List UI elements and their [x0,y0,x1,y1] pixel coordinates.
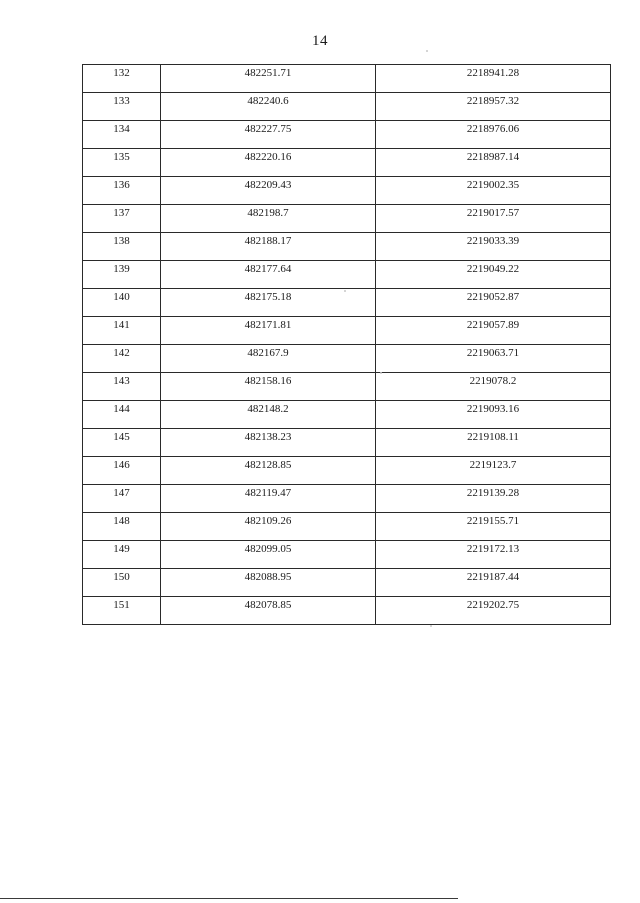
x-coordinate-cell: 482148.2 [161,401,376,429]
y-coordinate-cell: 2219078.2 [376,373,611,401]
point-number-cell: 142 [83,345,161,373]
table-row [83,233,611,261]
table-row [83,121,611,149]
y-coordinate-cell: 2219017.57 [376,205,611,233]
scan-speck [344,290,346,292]
point-number-cell: 143 [83,373,161,401]
point-number-cell: 147 [83,485,161,513]
table-row [83,597,611,625]
page-bottom-rule [0,898,458,899]
y-coordinate-cell: 2218941.28 [376,65,611,93]
table-row [83,429,611,457]
table-row [83,205,611,233]
scan-speck [430,625,432,627]
table-row [83,457,611,485]
x-coordinate-cell: 482128.85 [161,457,376,485]
y-coordinate-cell: 2219057.89 [376,317,611,345]
table-row [83,317,611,345]
x-coordinate-cell: 482158.16 [161,373,376,401]
point-number-cell: 151 [83,597,161,625]
table-row [83,65,611,93]
x-coordinate-cell: 482198.7 [161,205,376,233]
x-coordinate-cell: 482167.9 [161,345,376,373]
table-row [83,541,611,569]
x-coordinate-cell: 482188.17 [161,233,376,261]
y-coordinate-cell: 2219108.11 [376,429,611,457]
y-coordinate-cell: 2219049.22 [376,261,611,289]
point-number-cell: 132 [83,65,161,93]
y-coordinate-cell: 2219033.39 [376,233,611,261]
x-coordinate-cell: 482078.85 [161,597,376,625]
x-coordinate-cell: 482119.47 [161,485,376,513]
table-row [83,513,611,541]
table-row [83,261,611,289]
table-row [83,373,611,401]
point-number-cell: 135 [83,149,161,177]
y-coordinate-cell: 2219063.71 [376,345,611,373]
x-coordinate-cell: 482227.75 [161,121,376,149]
y-coordinate-cell: 2219002.35 [376,177,611,205]
scan-speck [426,50,428,52]
x-coordinate-cell: 482177.64 [161,261,376,289]
point-number-cell: 141 [83,317,161,345]
x-coordinate-cell: 482088.95 [161,569,376,597]
y-coordinate-cell: 2219052.87 [376,289,611,317]
table-row [83,289,611,317]
point-number-cell: 148 [83,513,161,541]
point-number-cell: 139 [83,261,161,289]
table-row [83,93,611,121]
x-coordinate-cell: 482099.05 [161,541,376,569]
coordinates-table-body [83,65,611,625]
point-number-cell: 144 [83,401,161,429]
x-coordinate-cell: 482175.18 [161,289,376,317]
coordinates-table [82,64,611,625]
y-coordinate-cell: 2218976.06 [376,121,611,149]
y-coordinate-cell: 2219155.71 [376,513,611,541]
y-coordinate-cell: 2219172.13 [376,541,611,569]
table-row [83,149,611,177]
x-coordinate-cell: 482138.23 [161,429,376,457]
point-number-cell: 145 [83,429,161,457]
point-number-cell: 137 [83,205,161,233]
x-coordinate-cell: 482251.71 [161,65,376,93]
y-coordinate-cell: 2219202.75 [376,597,611,625]
y-coordinate-cell: 2219187.44 [376,569,611,597]
point-number-cell: 136 [83,177,161,205]
x-coordinate-cell: 482209.43 [161,177,376,205]
table-row [83,177,611,205]
x-coordinate-cell: 482240.6 [161,93,376,121]
point-number-cell: 140 [83,289,161,317]
point-number-cell: 146 [83,457,161,485]
x-coordinate-cell: 482109.26 [161,513,376,541]
y-coordinate-cell: 2218957.32 [376,93,611,121]
y-coordinate-cell: 2219139.28 [376,485,611,513]
point-number-cell: 150 [83,569,161,597]
table-row [83,345,611,373]
table-row [83,401,611,429]
point-number-cell: 133 [83,93,161,121]
page-number: 14 [312,33,328,49]
point-number-cell: 149 [83,541,161,569]
x-coordinate-cell: 482220.16 [161,149,376,177]
y-coordinate-cell: 2218987.14 [376,149,611,177]
table-row [83,485,611,513]
y-coordinate-cell: 2219123.7 [376,457,611,485]
scan-speck [380,372,382,374]
point-number-cell: 134 [83,121,161,149]
table-row [83,569,611,597]
x-coordinate-cell: 482171.81 [161,317,376,345]
point-number-cell: 138 [83,233,161,261]
y-coordinate-cell: 2219093.16 [376,401,611,429]
